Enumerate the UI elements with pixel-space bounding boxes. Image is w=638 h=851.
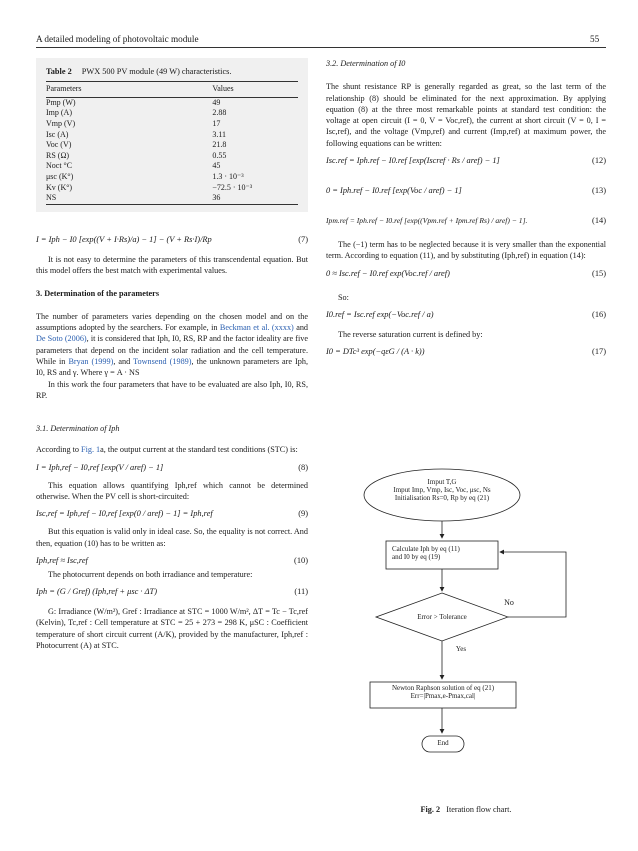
paragraph: The reverse saturation current is defined by: (338, 329, 483, 339)
table-row (46, 108, 298, 119)
paragraph: According to Fig. 1a, the output current at the standard test conditions (STC) is: (36, 445, 298, 455)
no-branch (500, 552, 566, 617)
right-column (326, 58, 606, 366)
table-row (46, 151, 298, 162)
col-header-values: Values (212, 82, 298, 98)
paragraph: In this work the four parameters that have to be evaluated are also Iph, I0, RS, RP. (36, 379, 308, 400)
table-row (46, 119, 298, 130)
equation-15: 0 ≈ Isc.ref − I0.ref exp(Voc.ref / aref) (15) (326, 268, 606, 278)
param-cell: μsc (K°) (46, 172, 74, 182)
param-cell: Vmp (V) (46, 119, 76, 129)
figure-caption: Fig. 2 Iteration flow chart. (420, 805, 512, 814)
flow-yes-label: Yes (455, 645, 467, 653)
section-heading-3: 3. Determination of the parameters (36, 289, 160, 299)
equation-11: Iph = (G / Gref) (Iph,ref + μsc · ΔT) (11) (36, 587, 308, 597)
param-cell: RS (Ω) (46, 150, 70, 160)
paragraph: G: Irradiance (W/m²), Gref : Irradiance at STC = 1000 W/m², ΔT = Tc − Tc,ref (Kelvin), Tc,ref : Cell temperature at STC = 25 + 273 = 298 K, μSC : Coefficient temperature of short circuit current (A/K), provided by the manufacturer, Iph,ref : Photocurrent (A) at STC. (36, 607, 308, 651)
table-row (46, 193, 298, 204)
page-number: 55 (590, 34, 600, 44)
equation-8: I = Iph,ref − I0,ref [exp(V / aref) − 1] (8) (36, 462, 308, 472)
equation-10: Iph,ref ≈ Isc,ref (10) (36, 555, 308, 565)
flow-calculate-text: Calculate Iph by eq (11) and I0 by eq (19) (392, 545, 460, 561)
iteration-flowchart (326, 465, 606, 795)
paragraph: The number of parameters varies depending on the chosen model and on the assumptions adopted by the searchers. For example, in Beckman et al. (xxxx) and De Soto (2006), it is considered that Iph, I0, RS, RP and the factor ideality are five parameters that depend on the incident solar radiation and the cell temperature. While in Bryan (1999), and Townsend (1989), the unknown parameters are Iph, I0, RS and γ. Where γ = A · NS (36, 311, 309, 378)
paragraph: This equation allows quantifying Iph,ref which cannot be determined otherwise. When the PV cell is short-circuited: (36, 480, 308, 501)
value-cell: 2.88 (212, 108, 227, 118)
table-row (46, 97, 298, 108)
table-2 (36, 58, 308, 212)
citation-link[interactable]: Beckman et al. (xxxx) (219, 323, 294, 333)
table-row (46, 140, 298, 151)
value-cell: 0.55 (212, 150, 227, 160)
col-header-parameters: Parameters (46, 82, 212, 98)
param-cell: Kv (K°) (46, 182, 73, 192)
param-cell: Noct °C (46, 161, 73, 171)
equation-13: 0 = Iph.ref − I0.ref [exp(Voc / aref) − 1] (13) (326, 186, 606, 196)
citation-link[interactable]: Bryan (1999) (68, 356, 114, 366)
value-cell: −72.5 · 10⁻³ (212, 182, 253, 192)
param-cell: Isc (A) (46, 129, 69, 139)
citation-link[interactable]: Townsend (1989) (133, 356, 192, 366)
header-rule (36, 47, 606, 48)
value-cell: 49 (212, 97, 221, 107)
left-column (36, 58, 308, 651)
equation-7: I = Iph − I0 [exp((V + I·Rs)/a) − 1] − (V + Rs·I)/Rp (7) (36, 234, 308, 244)
paragraph: The photocurrent depends on both irradiance and temperature: (48, 569, 253, 579)
paragraph: The shunt resistance RP is generally regarded as great, so the last term of the relationship (8) should be eliminated for the next approximation. By applying equation (8) at the three most remarkable points at standard test condition: the voltage at open circuit (I = 0, V = Voc,ref), the current at short circuit (V = 0, I = Isc,ref), and the voltage (Vmp,ref) and current (Imp,ref) at maximum power, the following equations can be written: (326, 82, 606, 148)
running-header: A detailed modeling of photovoltaic module (36, 34, 199, 44)
table-row (46, 172, 298, 183)
table-caption: Table 2 PWX 500 PV module (49 W) characteristics. (46, 67, 232, 76)
paragraph: So: (338, 292, 349, 302)
table-row (46, 161, 298, 172)
equation-9: Isc,ref = Iph,ref − I0,ref [exp(0 / aref) − 1] = Iph,ref (9) (36, 509, 308, 519)
flow-start-text: Imput T,G Imput Imp, Vmp, Isc, Voc, μsc, Ns Initialisation Rs=0, Rp by eq (21) (393, 478, 491, 502)
flow-no-label: No (504, 598, 514, 607)
paragraph: It is not easy to determine the parameters of this transcendental equation. But this model offers the best match with experimental values. (36, 254, 308, 276)
value-cell: 21.8 (212, 140, 227, 150)
param-cell: Imp (A) (46, 108, 72, 118)
citation-link[interactable]: De Soto (2006) (36, 334, 87, 344)
param-cell: NS (46, 193, 212, 204)
flow-end-text: End (437, 739, 449, 747)
value-cell: 17 (212, 119, 221, 129)
paragraph: But this equation is valid only in ideal case. So, the equality is not correct. And then, equation (10) has to be written as: (36, 527, 308, 548)
value-cell: 3.11 (212, 129, 227, 139)
param-cell: Voc (V) (46, 140, 72, 150)
value-cell: 1.3 · 10⁻³ (212, 172, 244, 182)
table-row (46, 130, 298, 141)
equation-16: I0.ref = Isc.ref exp(−Voc.ref / a) (16) (326, 309, 606, 319)
subsection-heading-3-1: 3.1. Determination of Iph (36, 424, 120, 434)
paragraph: The (−1) term has to be neglected because it is very smaller than the exponential term. According to equation (11), and by substituting (Iph,ref) in equation (14): (326, 240, 606, 261)
equation-12: Isc.ref = Iph.ref − I0.ref [exp(Iscref · Rs / aref) − 1] (12) (326, 156, 606, 166)
param-cell: Pmp (W) (46, 97, 76, 107)
equation-17: I0 = DTc³ exp(−qεG / (A · k)) (17) (326, 347, 606, 357)
flow-newton-text: Newton Raphson solution of eq (21) Err=|Pmax,e-Pmax,cal| (391, 684, 495, 700)
subsection-heading-3-2: 3.2. Determination of I0 (326, 59, 406, 68)
flow-decision-text: Error > Tolerance (417, 613, 467, 621)
figure-link[interactable]: Fig. 1 (81, 445, 101, 455)
value-cell: 45 (212, 161, 221, 171)
table-row (46, 183, 298, 194)
equation-14: Ipm.ref = Iph.ref − I0.ref [exp((Vpm.ref + Ipm.ref Rs) / aref) − 1]. (14) (326, 216, 606, 226)
value-cell: 36 (212, 193, 298, 204)
